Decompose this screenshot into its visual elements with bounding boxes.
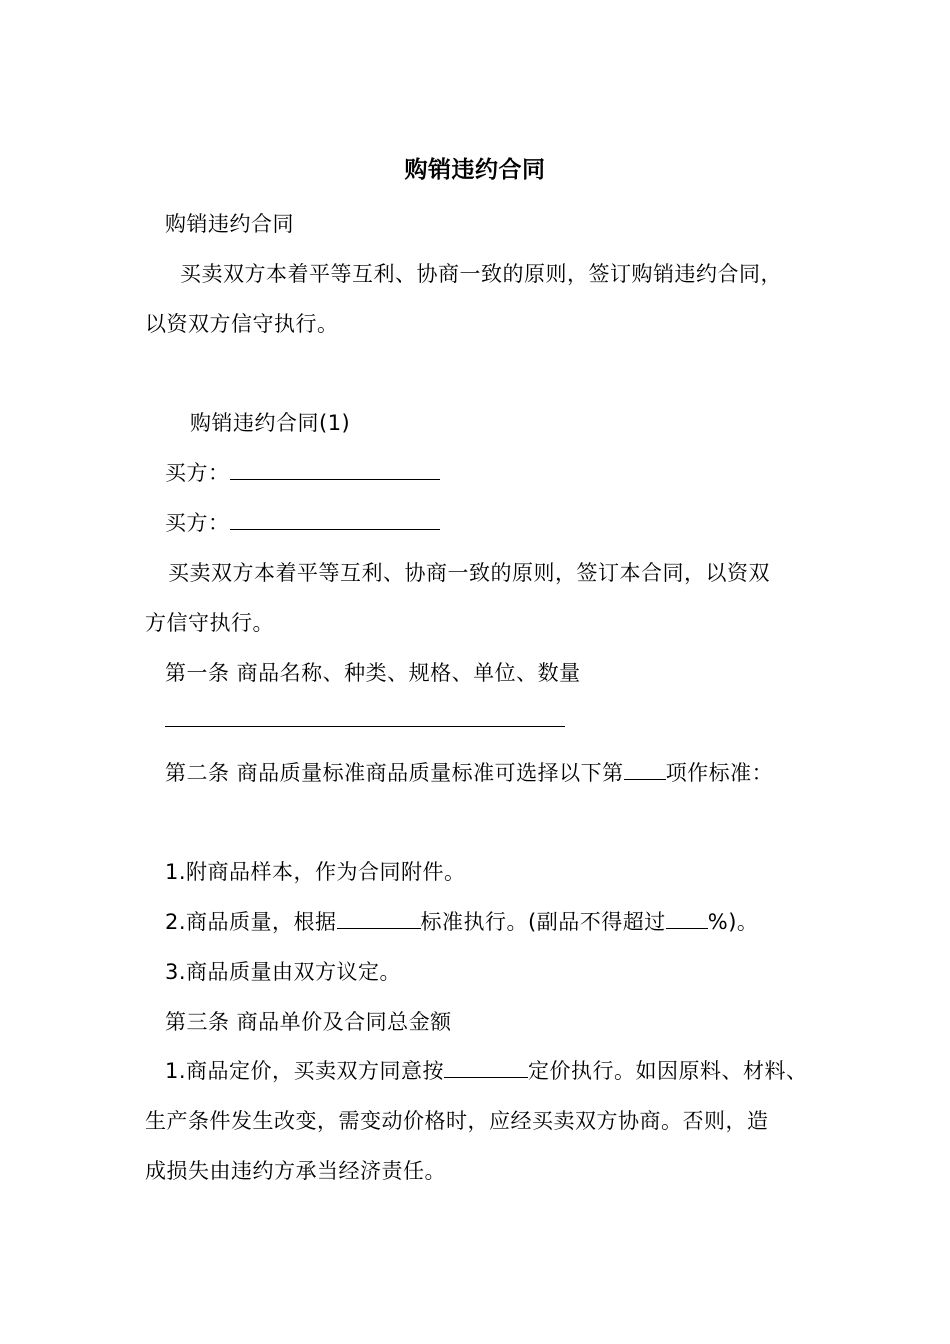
intro-line-2: 以资双方信守执行。 bbox=[145, 312, 339, 336]
item-3: 3.商品质量由双方议定。 bbox=[165, 960, 402, 984]
buyer-blank-2 bbox=[230, 509, 440, 530]
document-subtitle: 购销违约合同 bbox=[165, 212, 294, 236]
item-2-blank-percent bbox=[666, 908, 708, 929]
price-line-2: 生产条件发生改变，需变动价格时，应经买卖双方协商。否则，造 bbox=[145, 1109, 769, 1133]
buyer-label-2: 买方： bbox=[165, 511, 230, 535]
price-suffix: 定价执行。如因原料、材料、 bbox=[528, 1059, 808, 1083]
article-1-heading: 第一条 商品名称、种类、规格、单位、数量 bbox=[165, 661, 581, 685]
item-2-blank-standard bbox=[337, 908, 421, 929]
article-2-suffix: 项作标准： bbox=[665, 761, 774, 785]
article-2-heading bbox=[165, 759, 773, 787]
price-line-1 bbox=[165, 1057, 808, 1085]
item-2-suffix: %)。 bbox=[707, 910, 759, 934]
price-prefix: 1.商品定价，买卖双方同意按 bbox=[165, 1059, 445, 1083]
article-1-blank-line bbox=[165, 706, 565, 734]
intro-line-1: 买卖双方本着平等互利、协商一致的原则，签订购销违约合同， bbox=[180, 262, 782, 286]
document-title: 购销违约合同 bbox=[404, 157, 546, 183]
item-1: 1.附商品样本，作为合同附件。 bbox=[165, 860, 466, 884]
buyer-label-1: 买方： bbox=[165, 461, 230, 485]
buyer-blank-1 bbox=[230, 459, 440, 480]
price-blank bbox=[444, 1057, 528, 1078]
article-2-blank bbox=[624, 759, 666, 780]
paragraph-line-2: 方信守执行。 bbox=[145, 611, 274, 635]
item-2-middle: 标准执行。(副品不得超过 bbox=[420, 910, 666, 934]
price-line-3: 成损失由违约方承当经济责任。 bbox=[145, 1159, 446, 1183]
article-3-heading: 第三条 商品单价及合同总金额 bbox=[165, 1010, 452, 1034]
paragraph-line-1: 买卖双方本着平等互利、协商一致的原则，签订本合同，以资双 bbox=[168, 561, 770, 585]
buyer-line-2 bbox=[165, 509, 440, 537]
item-2-prefix: 2.商品质量，根据 bbox=[165, 910, 337, 934]
item-2 bbox=[165, 908, 758, 936]
article-2-prefix: 第二条 商品质量标准商品质量标准可选择以下第 bbox=[165, 761, 624, 785]
article-1-blank bbox=[165, 706, 565, 727]
buyer-line-1 bbox=[165, 459, 440, 487]
contract-heading: 购销违约合同(1) bbox=[190, 411, 351, 435]
